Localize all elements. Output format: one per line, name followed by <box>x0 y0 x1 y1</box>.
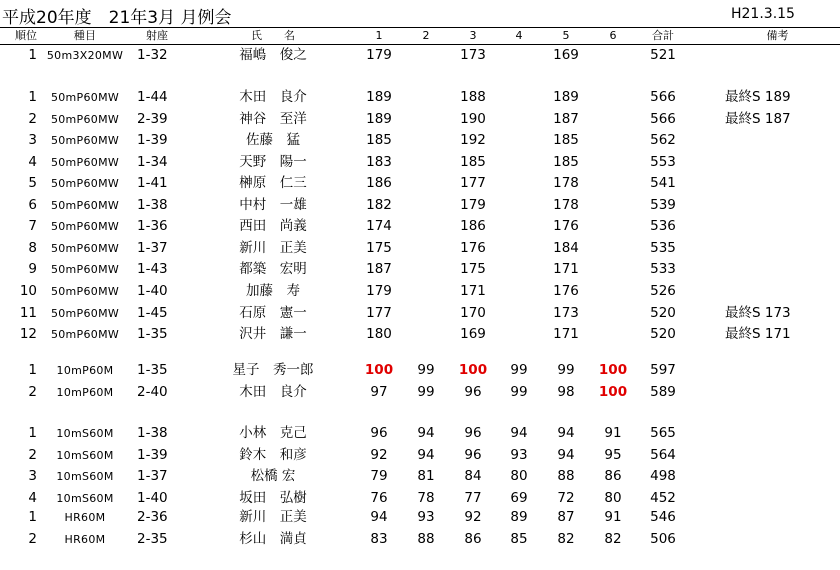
table-row <box>0 259 840 280</box>
seat-cell: 1-44 <box>137 89 168 105</box>
series-1-score: 185 <box>366 132 392 149</box>
rank-cell: 10 <box>19 282 37 299</box>
series-6-score <box>590 152 636 173</box>
event-cell: 50mP60MW <box>50 91 120 104</box>
rank-cell: 1 <box>28 362 37 378</box>
series-6-score: 91 <box>604 509 622 525</box>
shooter-name: 中村 一雄 <box>239 196 307 213</box>
table-row <box>0 152 840 173</box>
rank-cell: 12 <box>19 326 37 343</box>
series-3-score: 84 <box>464 468 482 485</box>
rank-cell: 8 <box>28 239 37 256</box>
seat-cell: 1-40 <box>137 489 168 506</box>
event-cell: 10mP60M <box>56 385 114 399</box>
series-5-score: 187 <box>553 110 579 127</box>
series-1-score: 187 <box>366 261 392 278</box>
series-5-score: 184 <box>553 239 579 256</box>
series-4-score <box>496 281 542 302</box>
shooter-name: 小林 克己 <box>239 425 307 441</box>
event-cell: 10mS60M <box>56 448 114 462</box>
series-1-score: 180 <box>366 326 392 343</box>
seat-cell: 2-39 <box>137 110 168 127</box>
total-score: 498 <box>650 468 676 485</box>
seat-cell: 1-41 <box>137 175 168 192</box>
series-4-score <box>496 303 542 324</box>
total-score: 566 <box>650 89 676 105</box>
header-series-3: 3 <box>469 29 477 42</box>
event-cell: 50mP60MW <box>50 177 120 191</box>
total-score: 562 <box>650 132 676 149</box>
shooter-name: 石原 憲一 <box>239 304 307 321</box>
note-cell: 最終S 187 <box>725 110 791 127</box>
series-1-score: 186 <box>366 175 392 192</box>
series-6-score: 100 <box>598 362 628 378</box>
series-1-score: 179 <box>366 282 392 299</box>
shooter-name: 佐藤 猛 <box>246 132 300 149</box>
shooter-name: 松橋 宏 <box>250 468 296 485</box>
series-2-score: 94 <box>417 446 435 463</box>
note-cell <box>725 216 830 237</box>
event-cell: 50mP60MW <box>50 134 120 148</box>
series-3-score: 173 <box>460 47 486 63</box>
series-3-score: 175 <box>460 261 486 278</box>
event-date: H21.3.15 <box>731 6 795 22</box>
note-cell <box>725 238 830 259</box>
total-score: 539 <box>650 196 676 213</box>
series-6-score <box>590 324 636 345</box>
series-1-score: 183 <box>366 153 392 170</box>
note-cell: 最終S 189 <box>725 89 791 105</box>
title-bar <box>0 0 840 28</box>
note-cell: 最終S 173 <box>725 304 791 321</box>
table-row <box>0 423 840 444</box>
series-4-score <box>496 152 542 173</box>
page-title: 平成20年度 21年3月 月例会 <box>2 8 232 28</box>
note-cell: 最終S 171 <box>725 326 791 343</box>
series-5-score: 185 <box>553 132 579 149</box>
total-score: 566 <box>650 110 676 127</box>
event-cell: 50mP60MW <box>50 306 120 320</box>
shooter-name: 西田 尚義 <box>239 218 307 235</box>
series-6-score <box>590 216 636 237</box>
seat-cell: 1-38 <box>137 425 168 441</box>
series-2-score <box>403 281 449 302</box>
table-row <box>0 216 840 237</box>
series-6-score <box>590 130 636 151</box>
series-5-score: 72 <box>557 489 575 506</box>
total-score: 506 <box>650 530 676 547</box>
series-5-score: 171 <box>553 261 579 278</box>
seat-cell: 1-35 <box>137 326 168 343</box>
series-5-score: 171 <box>553 326 579 343</box>
seat-cell: 1-37 <box>137 468 168 485</box>
table-row <box>0 195 840 216</box>
header-note: 備考 <box>766 29 789 42</box>
series-3-score: 192 <box>460 132 486 149</box>
note-cell <box>725 360 830 381</box>
series-4-score <box>496 87 542 108</box>
header-series-6: 6 <box>609 29 617 42</box>
rank-cell: 7 <box>28 218 37 235</box>
series-4-score: 94 <box>510 425 528 441</box>
seat-cell: 2-35 <box>137 530 168 547</box>
shooter-name: 杉山 満貞 <box>239 530 307 547</box>
total-score: 553 <box>650 153 676 170</box>
event-cell: 50mP60MW <box>50 220 120 234</box>
event-cell: HR60M <box>64 532 106 546</box>
series-5-score: 94 <box>557 425 575 441</box>
series-1-score: 174 <box>366 218 392 235</box>
series-2-score <box>403 216 449 237</box>
rank-cell: 6 <box>28 196 37 213</box>
event-cell: 50m3X20MW <box>46 49 124 62</box>
seat-cell: 1-34 <box>137 153 168 170</box>
total-score: 541 <box>650 175 676 192</box>
series-6-score: 86 <box>604 468 622 485</box>
total-score: 546 <box>650 509 676 525</box>
series-1-score: 76 <box>370 489 388 506</box>
note-cell <box>725 466 830 487</box>
series-2-score: 81 <box>417 468 435 485</box>
total-score: 589 <box>650 383 676 400</box>
series-1-score: 94 <box>370 509 388 525</box>
series-1-score: 97 <box>370 383 388 400</box>
header-series-1: 1 <box>375 29 383 42</box>
event-cell: 10mP60M <box>56 364 114 377</box>
series-6-score: 82 <box>604 530 622 547</box>
series-4-score: 99 <box>510 362 528 378</box>
series-2-score <box>403 173 449 194</box>
event-cell: 50mP60MW <box>50 263 120 277</box>
series-5-score: 173 <box>553 304 579 321</box>
header-seat: 射座 <box>146 29 168 42</box>
total-score: 526 <box>650 282 676 299</box>
series-6-score: 91 <box>604 425 622 441</box>
series-1-score: 79 <box>370 468 388 485</box>
table-row <box>0 324 840 345</box>
series-4-score <box>496 259 542 280</box>
series-2-score <box>403 130 449 151</box>
series-3-score: 100 <box>458 362 488 378</box>
total-score: 452 <box>650 489 676 506</box>
table-row <box>0 45 840 66</box>
series-6-score <box>590 45 636 66</box>
event-cell: HR60M <box>64 511 106 524</box>
series-6-score <box>590 281 636 302</box>
seat-cell: 1-32 <box>137 47 168 63</box>
series-4-score <box>496 195 542 216</box>
shooter-name: 都築 宏明 <box>239 261 307 278</box>
shooter-name: 木田 良介 <box>239 383 307 400</box>
series-6-score: 95 <box>604 446 622 463</box>
series-4-score: 99 <box>510 383 528 400</box>
series-1-score: 96 <box>370 425 388 441</box>
shooter-name: 木田 良介 <box>239 89 307 105</box>
seat-cell: 2-40 <box>137 383 168 400</box>
event-cell: 50mP60MW <box>50 284 120 298</box>
table-row <box>0 360 840 381</box>
series-1-score: 179 <box>366 47 392 63</box>
rank-cell: 1 <box>28 89 37 105</box>
series-4-score <box>496 216 542 237</box>
rank-cell: 1 <box>28 47 37 63</box>
series-1-score: 177 <box>366 304 392 321</box>
shooter-name: 星子 秀一郎 <box>232 362 314 378</box>
table-row <box>0 445 840 466</box>
table-row <box>0 87 840 108</box>
note-cell <box>725 152 830 173</box>
series-4-score: 93 <box>510 446 528 463</box>
rank-cell: 3 <box>28 132 37 149</box>
header-series-5: 5 <box>562 29 570 42</box>
note-cell <box>725 529 830 550</box>
shooter-name: 新川 正美 <box>239 509 307 525</box>
series-3-score: 190 <box>460 110 486 127</box>
series-5-score: 82 <box>557 530 575 547</box>
event-cell: 50mP60MW <box>50 241 120 255</box>
header-rank: 順位 <box>15 29 37 42</box>
total-score: 520 <box>650 304 676 321</box>
note-cell <box>725 281 830 302</box>
shooter-name: 榊原 仁三 <box>239 175 307 192</box>
series-6-score <box>590 195 636 216</box>
table-row <box>0 303 840 324</box>
shooter-name: 加藤 寿 <box>246 282 300 299</box>
seat-cell: 1-43 <box>137 261 168 278</box>
series-5-score: 98 <box>557 383 575 400</box>
series-5-score: 178 <box>553 175 579 192</box>
series-2-score: 88 <box>417 530 435 547</box>
series-3-score: 188 <box>460 89 486 105</box>
series-6-score <box>590 303 636 324</box>
total-score: 533 <box>650 261 676 278</box>
series-4-score <box>496 109 542 130</box>
total-score: 565 <box>650 425 676 441</box>
seat-cell: 1-39 <box>137 132 168 149</box>
header-total: 合計 <box>652 29 674 42</box>
rank-cell: 2 <box>28 446 37 463</box>
series-3-score: 96 <box>464 425 482 441</box>
series-1-score: 189 <box>366 89 392 105</box>
event-cell: 50mP60MW <box>50 155 120 169</box>
series-2-score <box>403 259 449 280</box>
rank-cell: 5 <box>28 175 37 192</box>
series-3-score: 170 <box>460 304 486 321</box>
series-5-score: 176 <box>553 282 579 299</box>
series-1-score: 189 <box>366 110 392 127</box>
series-2-score: 78 <box>417 489 435 506</box>
total-score: 597 <box>650 362 676 378</box>
series-2-score <box>403 45 449 66</box>
series-1-score: 92 <box>370 446 388 463</box>
series-2-score: 99 <box>417 383 435 400</box>
rank-cell: 4 <box>28 489 37 506</box>
shooter-name: 鈴木 和彦 <box>239 446 307 463</box>
total-score: 535 <box>650 239 676 256</box>
seat-cell: 1-38 <box>137 196 168 213</box>
rank-cell: 2 <box>28 383 37 400</box>
rank-cell: 11 <box>19 304 37 321</box>
event-cell: 50mP60MW <box>50 112 120 126</box>
table-row <box>0 466 840 487</box>
event-cell: 50mP60MW <box>50 198 120 212</box>
total-score: 521 <box>650 47 676 63</box>
series-5-score: 94 <box>557 446 575 463</box>
series-3-score: 169 <box>460 326 486 343</box>
series-6-score <box>590 109 636 130</box>
seat-cell: 1-35 <box>137 362 168 378</box>
series-1-score: 83 <box>370 530 388 547</box>
rank-cell: 2 <box>28 110 37 127</box>
series-5-score: 176 <box>553 218 579 235</box>
series-5-score: 169 <box>553 47 579 63</box>
series-4-score: 69 <box>510 489 528 506</box>
rank-cell: 1 <box>28 425 37 441</box>
table-row <box>0 173 840 194</box>
series-5-score: 87 <box>557 509 575 525</box>
series-4-score <box>496 238 542 259</box>
note-cell <box>725 259 830 280</box>
seat-cell: 2-36 <box>137 509 168 525</box>
series-6-score <box>590 173 636 194</box>
note-cell <box>725 423 830 444</box>
rank-cell: 9 <box>28 261 37 278</box>
seat-cell: 1-45 <box>137 304 168 321</box>
series-2-score <box>403 109 449 130</box>
series-2-score: 99 <box>417 362 435 378</box>
series-2-score <box>403 195 449 216</box>
event-cell: 50mP60MW <box>50 328 120 342</box>
rank-cell: 4 <box>28 153 37 170</box>
note-cell <box>725 130 830 151</box>
series-3-score: 186 <box>460 218 486 235</box>
table-row <box>0 238 840 259</box>
series-1-score: 175 <box>366 239 392 256</box>
table-row <box>0 281 840 302</box>
note-cell <box>725 195 830 216</box>
rank-cell: 3 <box>28 468 37 485</box>
seat-cell: 1-39 <box>137 446 168 463</box>
series-6-score <box>590 259 636 280</box>
series-3-score: 92 <box>464 509 482 525</box>
series-3-score: 96 <box>464 383 482 400</box>
series-6-score: 100 <box>598 383 628 400</box>
event-cell: 10mS60M <box>56 491 114 505</box>
series-2-score: 94 <box>417 425 435 441</box>
header-name: 氏 名 <box>251 29 295 42</box>
series-4-score: 89 <box>510 509 528 525</box>
series-4-score <box>496 173 542 194</box>
series-5-score: 178 <box>553 196 579 213</box>
seat-cell: 1-37 <box>137 239 168 256</box>
series-5-score: 185 <box>553 153 579 170</box>
total-score: 564 <box>650 446 676 463</box>
series-4-score <box>496 45 542 66</box>
series-2-score <box>403 152 449 173</box>
note-cell <box>725 445 830 466</box>
series-2-score <box>403 238 449 259</box>
seat-cell: 1-40 <box>137 282 168 299</box>
series-3-score: 176 <box>460 239 486 256</box>
series-3-score: 96 <box>464 446 482 463</box>
note-cell <box>725 173 830 194</box>
series-6-score: 80 <box>604 489 622 506</box>
table-row <box>0 109 840 130</box>
note-cell <box>725 488 830 509</box>
series-3-score: 86 <box>464 530 482 547</box>
series-1-score: 100 <box>364 362 394 378</box>
series-4-score <box>496 130 542 151</box>
shooter-name: 新川 正美 <box>239 239 307 256</box>
series-5-score: 88 <box>557 468 575 485</box>
series-3-score: 185 <box>460 153 486 170</box>
series-3-score: 171 <box>460 282 486 299</box>
series-1-score: 182 <box>366 196 392 213</box>
note-cell <box>725 382 830 403</box>
event-cell: 10mS60M <box>56 427 114 440</box>
seat-cell: 1-36 <box>137 218 168 235</box>
series-2-score <box>403 324 449 345</box>
table-row <box>0 130 840 151</box>
series-6-score <box>590 238 636 259</box>
series-4-score <box>496 324 542 345</box>
header-event: 種目 <box>73 29 97 42</box>
column-header-row <box>0 28 840 45</box>
series-2-score <box>403 87 449 108</box>
header-series-4: 4 <box>515 29 523 42</box>
event-cell: 10mS60M <box>56 470 114 484</box>
shooter-name: 天野 陽一 <box>239 153 307 170</box>
table-row <box>0 529 840 550</box>
shooter-name: 坂田 弘樹 <box>239 489 307 506</box>
shooter-name: 神谷 至洋 <box>239 110 307 127</box>
table-row <box>0 507 840 528</box>
total-score: 520 <box>650 326 676 343</box>
series-3-score: 177 <box>460 175 486 192</box>
table-row <box>0 488 840 509</box>
rank-cell: 2 <box>28 530 37 547</box>
shooter-name: 沢井 謙一 <box>239 326 307 343</box>
series-5-score: 189 <box>553 89 579 105</box>
shooter-name: 福嶋 俊之 <box>239 47 307 63</box>
series-5-score: 99 <box>557 362 575 378</box>
series-3-score: 77 <box>464 489 482 506</box>
table-row <box>0 382 840 403</box>
series-2-score <box>403 303 449 324</box>
note-cell <box>725 507 830 528</box>
total-score: 536 <box>650 218 676 235</box>
series-2-score: 93 <box>417 509 435 525</box>
rank-cell: 1 <box>28 509 37 525</box>
series-3-score: 179 <box>460 196 486 213</box>
series-6-score <box>590 87 636 108</box>
note-cell <box>725 45 830 66</box>
header-series-2: 2 <box>422 29 430 42</box>
series-4-score: 80 <box>510 468 528 485</box>
series-4-score: 85 <box>510 530 528 547</box>
